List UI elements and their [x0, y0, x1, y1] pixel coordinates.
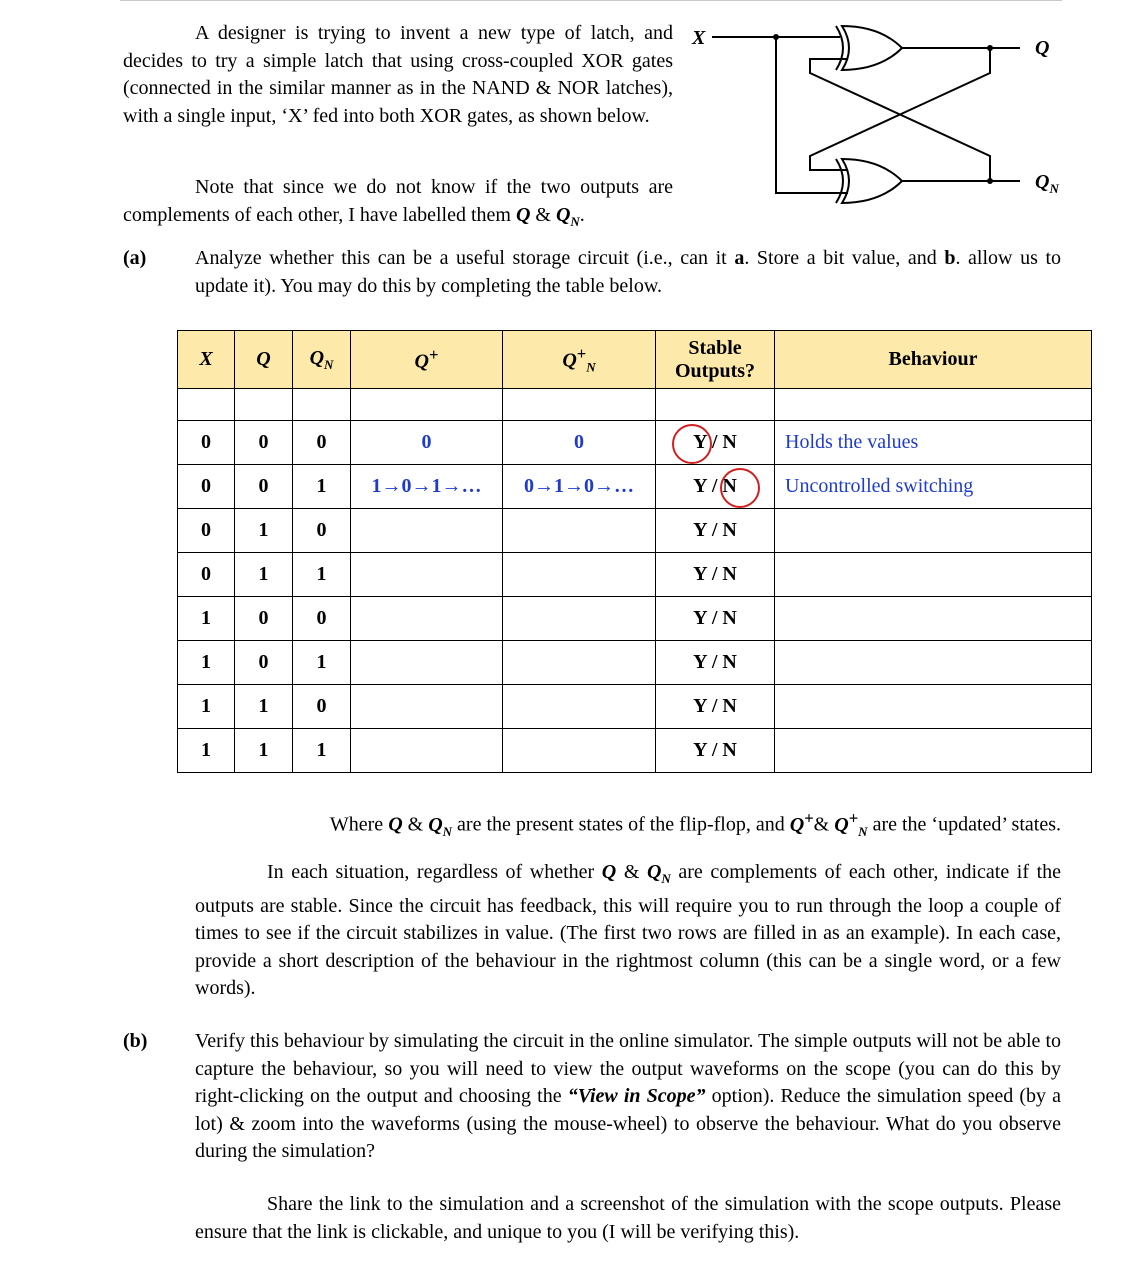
- cell-qn: 0: [293, 421, 351, 465]
- part-a-label: (a): [123, 247, 147, 269]
- cell-q: 0: [235, 465, 293, 509]
- where-note: Where Q & $Q_N$ are the present states of the flip-flop, and Q+& $Q^+_N$ are the ‘updated’ states.: [329, 808, 1061, 839]
- cell-qn-plus: [503, 641, 656, 685]
- answer-circle-mark: [720, 468, 760, 508]
- cell-stable[interactable]: Y / N: [656, 729, 775, 773]
- cell-x: 1: [178, 641, 235, 685]
- table-row: [178, 465, 1092, 509]
- cell-behaviour[interactable]: [775, 729, 1092, 773]
- answer-circle-mark: [672, 424, 712, 464]
- cell-q: 1: [235, 509, 293, 553]
- cell-qn: 1: [293, 729, 351, 773]
- table-header-row: [178, 331, 1092, 389]
- cell-q: 0: [235, 641, 293, 685]
- header-behaviour: Behaviour: [775, 331, 1092, 389]
- cell-q-plus: 0: [351, 421, 503, 465]
- cell-qn-plus: [503, 597, 656, 641]
- cell-qn-plus: 0: [503, 421, 656, 465]
- cell-q-plus: [351, 641, 503, 685]
- cell-qn-plus: [503, 729, 656, 773]
- cell-behaviour[interactable]: Holds the values: [775, 421, 1092, 465]
- cell-behaviour[interactable]: [775, 685, 1092, 729]
- xor-latch-circuit-diagram: [690, 18, 1070, 218]
- header-qn: $Q_N$: [293, 331, 351, 389]
- table-row: [178, 553, 1092, 597]
- cell-qn-plus: [503, 553, 656, 597]
- part-b-label: (b): [123, 1030, 148, 1052]
- cell-qn-plus: [503, 685, 656, 729]
- part-b-text: Verify this behaviour by simulating the circuit in the online simulator. The simple outputs will not be able to capture the behaviour, so you will need to view the output waveforms on the scope (you can do this by right-clicking on the output and choosing the “View in Scope” option). Reduce the simulation speed (by a lot) & zoom into the waveforms (using the mouse-wheel) to observe the behaviour. What do you observe during the simulation?: [195, 1030, 1062, 1162]
- cell-stable[interactable]: Y / N: [656, 509, 775, 553]
- table-row: [178, 509, 1092, 553]
- cell-x: 0: [178, 509, 235, 553]
- cell-behaviour[interactable]: [775, 553, 1092, 597]
- truth-table: [177, 330, 1092, 773]
- cell-x: 1: [178, 685, 235, 729]
- cell-qn: 1: [293, 465, 351, 509]
- header-q-plus: Q+: [351, 331, 503, 389]
- instructions-paragraph: In each situation, regardless of whether Q & $Q_N$ are complements of each other, indicate if the outputs are stable. Since the circuit has feedback, this will require you to run through the loop a couple of times to see if the circuit stabilizes in value. (The first two rows are filled in as an example). In each case, provide a short description of the behaviour in the rightmost column (this can be a single word, or a few words).: [195, 861, 1062, 999]
- cell-stable[interactable]: Y / N: [656, 421, 775, 465]
- cell-q-plus: [351, 597, 503, 641]
- cell-x: 0: [178, 465, 235, 509]
- output-q-label: Q: [1035, 37, 1050, 59]
- table-row: [178, 597, 1092, 641]
- cell-q: 1: [235, 685, 293, 729]
- cell-x: 1: [178, 729, 235, 773]
- intro-paragraph-1: A designer is trying to invent a new type of latch, and decides to try a simple latch that using cross-coupled XOR gates (connected in the similar manner as in the NAND & NOR latches), with a single input, ‘X’ fed into both XOR gates, as shown below.: [123, 22, 673, 127]
- cell-qn-plus: 0→1→0→…: [503, 465, 656, 509]
- input-x-label: X: [692, 27, 706, 49]
- cell-behaviour[interactable]: [775, 641, 1092, 685]
- table-row: [178, 729, 1092, 773]
- cell-behaviour[interactable]: [775, 597, 1092, 641]
- cell-q-plus: [351, 729, 503, 773]
- cell-q-plus: 1→0→1→…: [351, 465, 503, 509]
- cell-stable[interactable]: Y / N: [656, 685, 775, 729]
- header-x: X: [178, 331, 235, 389]
- table-row: [178, 421, 1092, 465]
- cell-qn: 1: [293, 553, 351, 597]
- cell-stable[interactable]: Y / N: [656, 553, 775, 597]
- cell-behaviour[interactable]: Uncontrolled switching: [775, 465, 1092, 509]
- cell-qn: 0: [293, 597, 351, 641]
- top-rule: [120, 0, 1062, 1]
- table-blank-row: [178, 389, 1092, 421]
- cell-behaviour[interactable]: [775, 509, 1092, 553]
- cell-q-plus: [351, 509, 503, 553]
- header-stable: Stable Outputs?: [656, 331, 775, 389]
- header-q: Q: [235, 331, 293, 389]
- cell-q: 1: [235, 729, 293, 773]
- cell-qn: 0: [293, 685, 351, 729]
- table-row: [178, 641, 1092, 685]
- cell-qn: 1: [293, 641, 351, 685]
- cell-x: 0: [178, 421, 235, 465]
- header-qn-plus: $Q^+_N$: [503, 331, 656, 389]
- output-qn-label: $Q_N$: [1035, 171, 1059, 196]
- share-instructions: Share the link to the simulation and a screenshot of the simulation with the scope outputs. Please ensure that the link is clickable, and unique to you (I will be verifying this).: [195, 1193, 1061, 1243]
- cell-q: 1: [235, 553, 293, 597]
- cell-stable[interactable]: Y / N: [656, 465, 775, 509]
- cell-qn-plus: [503, 509, 656, 553]
- cell-q: 0: [235, 597, 293, 641]
- cell-q: 0: [235, 421, 293, 465]
- part-a-text: Analyze whether this can be a useful storage circuit (i.e., can it a. Store a bit value, and b. allow us to update it). You may do this by completing the table below.: [195, 247, 1062, 297]
- cell-stable[interactable]: Y / N: [656, 597, 775, 641]
- cell-x: 0: [178, 553, 235, 597]
- intro-paragraph-2: Note that since we do not know if the two outputs are complements of each other, I have labelled them Q & $Q_N$.: [123, 176, 673, 229]
- cell-x: 1: [178, 597, 235, 641]
- cell-stable[interactable]: Y / N: [656, 641, 775, 685]
- cell-q-plus: [351, 685, 503, 729]
- table-row: [178, 685, 1092, 729]
- cell-qn: 0: [293, 509, 351, 553]
- cell-q-plus: [351, 553, 503, 597]
